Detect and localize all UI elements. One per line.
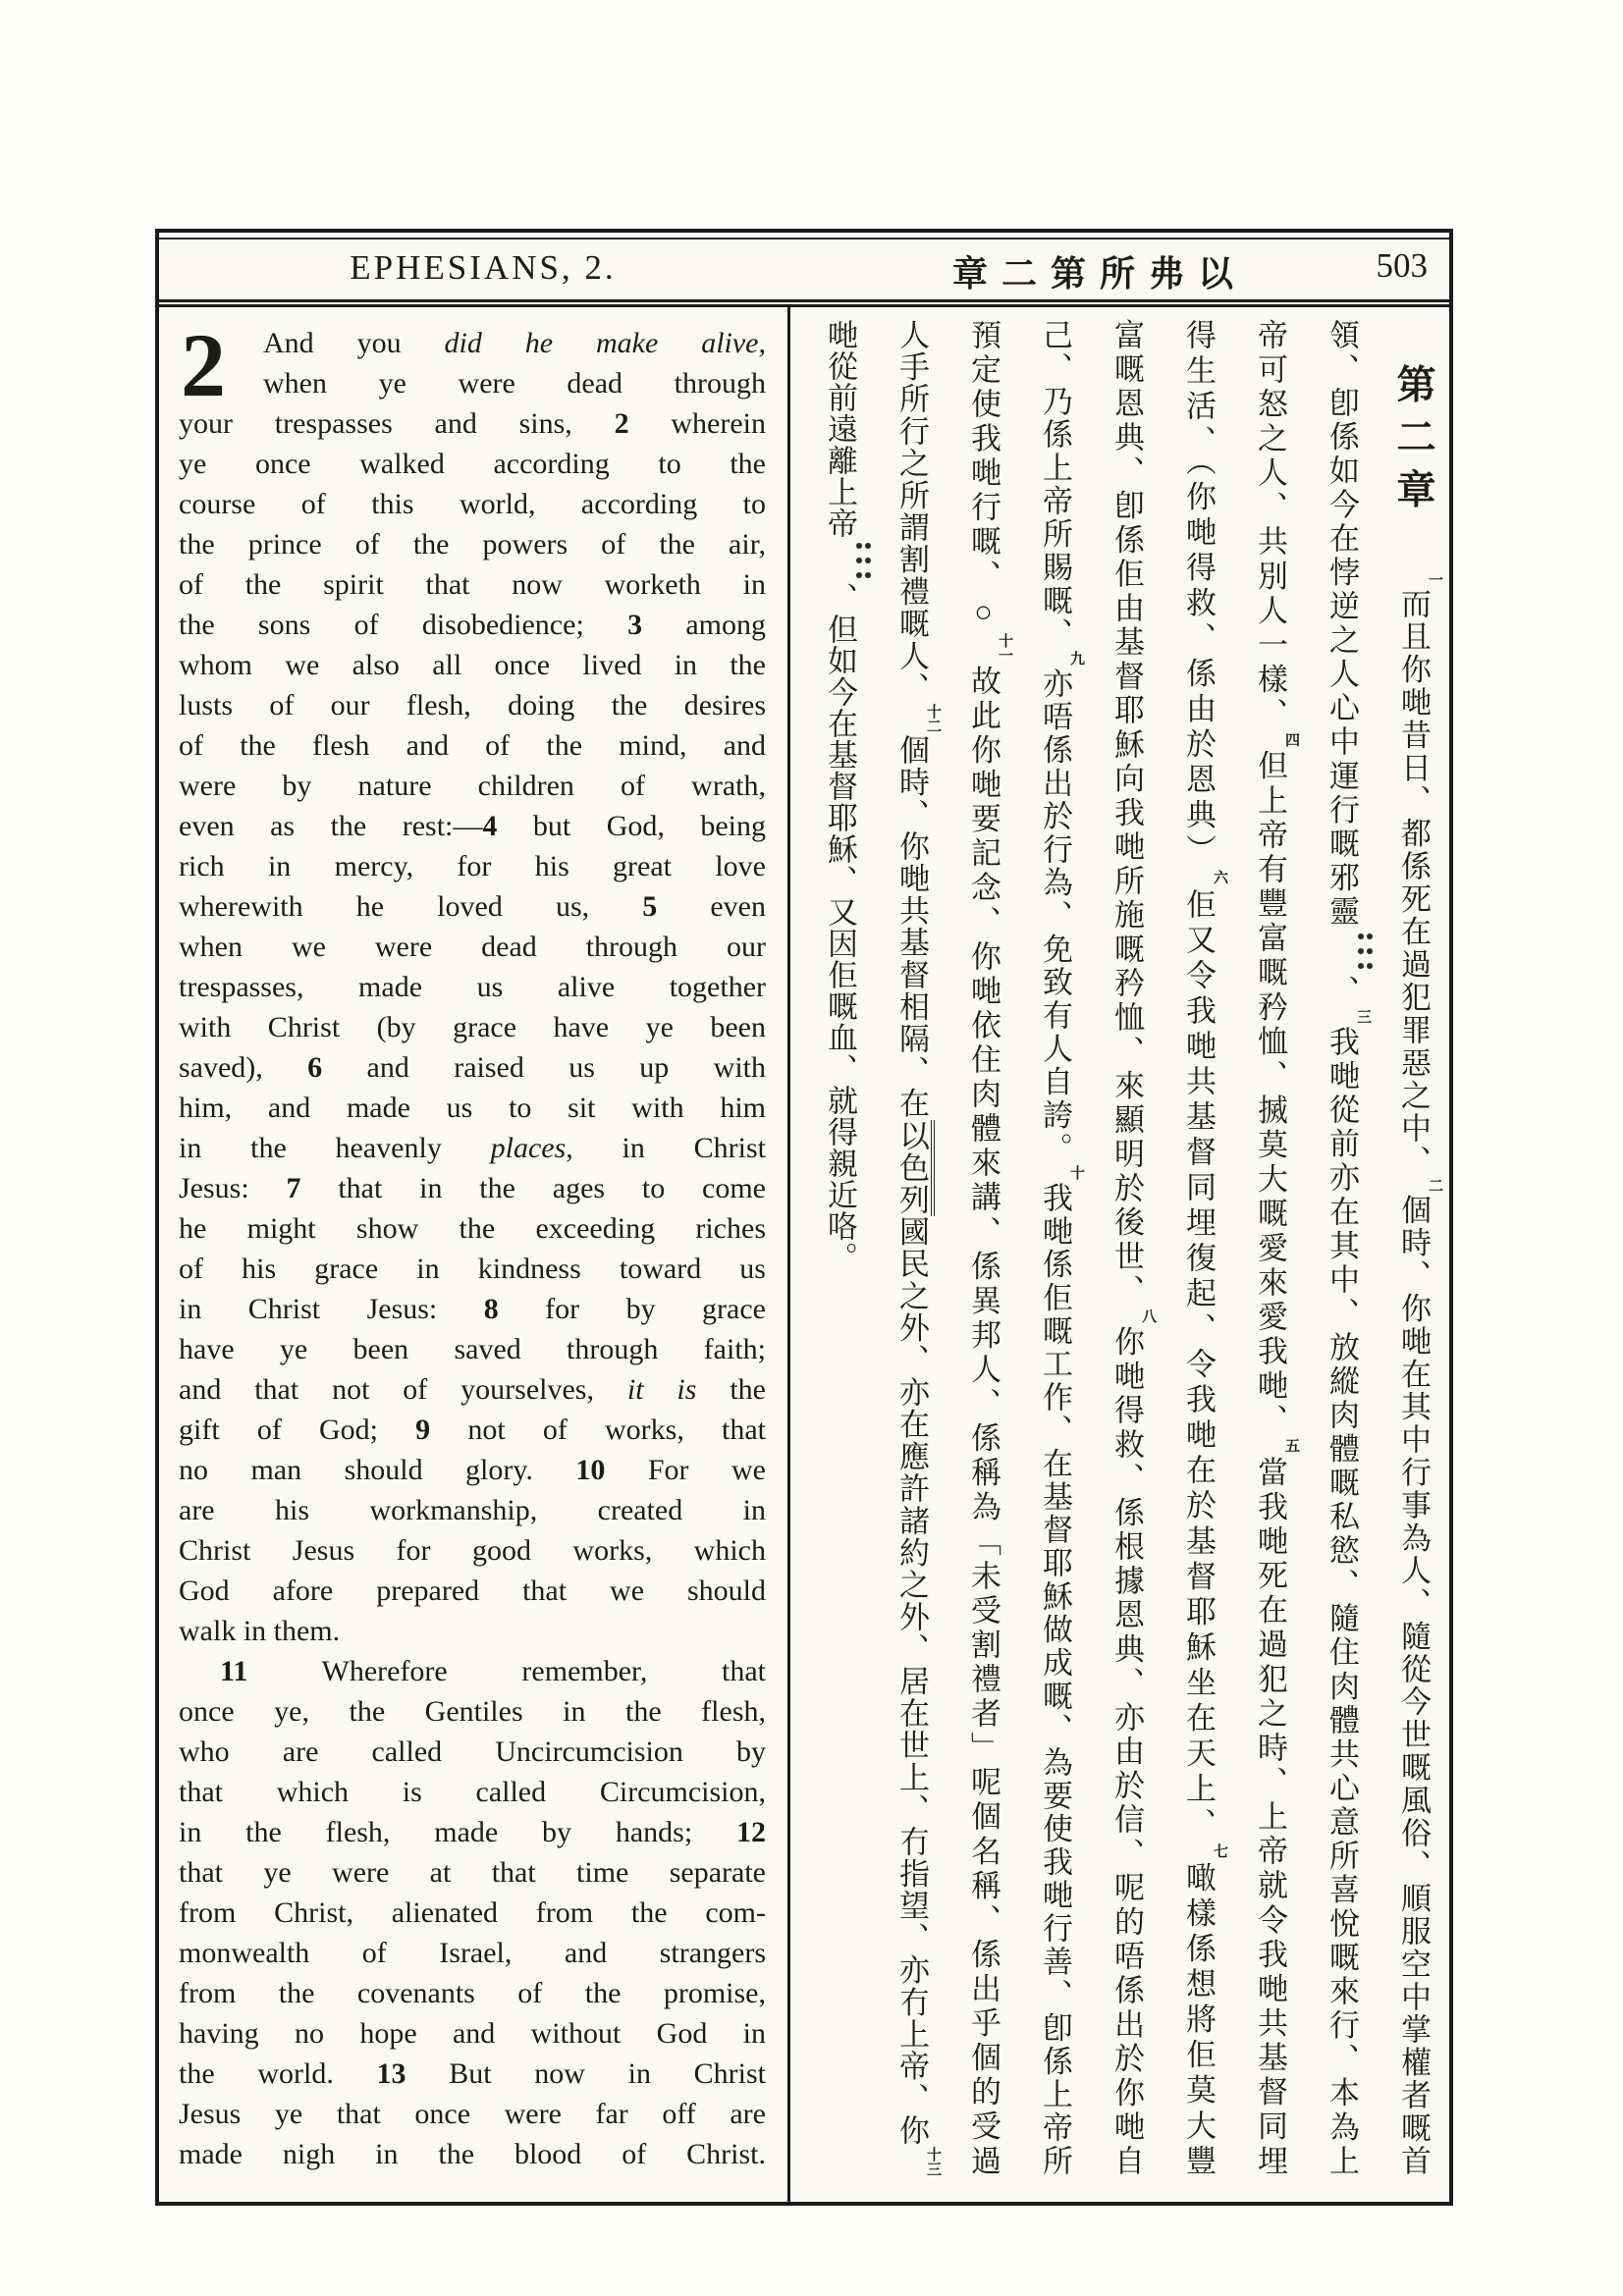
english-line [179,1691,766,1732]
english-line [179,1410,766,1450]
verse-text: your trespasses and sins, [179,407,615,440]
verse-text: Wherefore remember, that [247,1655,766,1687]
english-line [179,1852,766,1893]
verse-text: having no hope and without God in [179,2017,766,2050]
verse-text: the sons of disobedience; [179,609,628,641]
verse-text: saved), [179,1051,308,1084]
verse-text: the prince of the powers of the air, [179,528,766,561]
verse-number-marker: 七 [1212,1842,1227,1858]
verse-number-marker: 二 [1427,1178,1442,1194]
verse-text: did he make alive, [444,327,766,359]
verse-text: made nigh in the blood of Christ. [179,2138,766,2170]
verse-text: walk in them. [179,1615,341,1647]
proper-noun-text: 以色列 [894,1120,935,1216]
english-line [179,645,766,685]
verse-text: 但上帝有豐富嘅矜恤、搣莫大嘅愛來愛我哋、 [1253,746,1287,1439]
verse-text: of the flesh and of the mind, and [179,729,766,762]
verse-text: the [696,1373,766,1406]
chinese-column [1378,319,1449,2176]
verse-text: 哋從前遠離上帝 [823,319,857,539]
english-line [179,1530,766,1571]
verse-text: But now in Christ [406,2057,766,2090]
english-line [179,1007,766,1047]
verse-text: gift of God; [179,1414,416,1446]
english-line [179,1933,766,1973]
side-dots-mark [855,539,872,582]
running-head [159,233,1449,307]
english-line [179,1490,766,1530]
verse-number: 4 [482,810,498,842]
chinese-column [804,319,876,2176]
english-line [179,2094,766,2134]
english-line [179,403,766,444]
verse-text: that which is called Circumcision, [179,1776,766,1808]
verse-text: And you [263,327,445,359]
verse-text: it is [626,1373,697,1406]
verse-number: 10 [575,1454,606,1486]
verse-text: 己、乃係上帝所賜嘅、 [1038,319,1072,652]
verse-text: course of this world, according to [179,488,766,520]
english-line [179,484,766,524]
verse-number-marker: 十 [1068,1165,1084,1181]
english-line [179,1611,766,1651]
verse-number-marker: 一 [1427,571,1442,587]
verse-text: 你哋得救、係根據恩典、亦由於信、呢的唔係出於你哋自 [1109,1323,1144,2177]
heading-gap [1412,521,1414,572]
verse-text: no man should glory. [179,1454,576,1486]
verse-text: that in the ages to come [300,1172,766,1204]
english-line [179,363,766,403]
english-line [179,1088,766,1128]
verse-text: when ye were dead through [263,367,766,400]
chinese-column [876,319,947,2176]
verse-text: once ye, the Gentiles in the flesh, [179,1695,766,1728]
english-line [179,1329,766,1369]
chinese-column [1306,319,1378,2176]
verse-text: 預定使我哋行嘅、○ [966,319,1001,633]
verse-text: ye once walked according to the [179,448,766,480]
verse-text: in the flesh, made by hands; [179,1816,736,1848]
verse-number: 9 [415,1414,431,1446]
english-line [179,1128,766,1168]
verse-text: were by nature children of wrath, [179,770,766,802]
english-line [179,2054,766,2094]
verse-text: monwealth of Israel, and strangers [179,1937,766,1969]
verse-number-marker: 四 [1283,731,1299,747]
verse-text: 當我哋死在過犯之時、上帝就令我哋共基督同埋 [1253,1453,1287,2177]
verse-text: wherewith he loved us, [179,890,643,923]
verse-number: 11 [220,1655,248,1687]
verse-text: lusts of our flesh, doing the desires [179,689,766,721]
verse-number: 3 [627,609,643,641]
verse-text: among [642,609,766,641]
chinese-column [1163,319,1234,2176]
english-lines [179,315,767,2174]
page-frame [155,229,1453,2206]
verse-text: 、但如今在基督耶穌、又因佢嘅血、就得親近咯。 [823,582,857,1273]
verse-text: from the covenants of the promise, [179,1977,766,2009]
english-line [179,766,766,806]
verse-text: even as the rest:— [179,810,483,842]
english-line [179,1369,766,1410]
verse-number: 2 [614,407,629,440]
verse-text: 富嘅恩典、卽係佢由基督耶穌向我哋所施嘅矜恤、來顯明於後世、 [1109,319,1144,1309]
verse-text: 亦唔係出於行為、免致有人自誇。 [1038,666,1072,1166]
verse-text: 個時、你哋在其中行事為人、隨從今世嘅風俗、順服空中掌權者嘅首 [1396,1193,1431,2177]
side-dots-mark [1357,930,1374,973]
english-text-column [179,315,767,2174]
english-line [179,1732,766,1772]
verse-number: 5 [642,890,658,923]
verse-text: in Christ Jesus: [179,1293,484,1325]
english-line [179,2013,766,2054]
verse-number: 6 [307,1051,323,1084]
verse-text: 我哋從前亦在其中、放縱肉體嘅私慾、隨住肉體共心意所喜悅嘅來行、本為上 [1325,1023,1359,2177]
page-number: 503 [1376,246,1428,285]
verse-text: Christ Jesus for good works, which [179,1534,766,1567]
chinese-column [1091,319,1163,2176]
english-line [179,846,766,886]
verse-text: Jesus: [179,1172,287,1204]
verse-number-marker: 五 [1283,1438,1299,1454]
verse-text: trespasses, made us alive together [179,971,766,1003]
verse-text: and that not of yourselves, [179,1373,627,1406]
english-line [179,2134,766,2174]
verse-text: God afore prepared that we should [179,1575,766,1607]
english-line [179,725,766,766]
verse-text: when we were dead through our [179,931,766,963]
chinese-column [1234,319,1306,2176]
verse-text: of his grace in kindness toward us [179,1253,766,1285]
verse-text: for by grace [498,1293,766,1325]
english-line [179,1571,766,1611]
verse-text: 、 [1325,972,1359,1009]
chapter-drop-cap: 2 [181,315,226,415]
verse-text: not of works, that [430,1414,766,1446]
verse-text: who are called Uncircumcision by [179,1735,766,1768]
english-line [179,1289,766,1329]
verse-number-marker: 九 [1068,651,1084,667]
heading-top-space [1412,319,1414,362]
verse-text: 故此你哋要記念、你哋依住肉體來講、係異邦人、係稱為「未受割禮者」呢個名稱、係出乎個的受過 [966,662,1001,2177]
verse-number-marker: 十三 [925,2147,941,2177]
english-line [179,1047,766,1088]
verse-text: 我哋係佢嘅工作、在基督耶穌做成嘅、為要使我哋行善、卽係上帝所 [1038,1180,1072,2177]
english-line [179,685,766,725]
verse-number: 7 [286,1172,301,1204]
english-line [179,1893,766,1933]
english-line [179,1208,766,1249]
verse-text: but God, being [497,810,767,842]
verse-text: 噉樣係想將佢莫大豐 [1181,1857,1216,2177]
verse-text: 個時、你哋共基督相隔、在 [894,733,929,1120]
column-divider [787,307,790,2202]
verse-text: , in Christ [566,1132,766,1164]
verse-number-marker: 六 [1212,869,1227,884]
english-line [179,806,766,846]
english-line [179,927,766,967]
verse-number-marker: 三 [1355,1008,1371,1024]
english-line [179,967,766,1007]
verse-text: 帝可怒之人、共別人一樣、 [1253,319,1287,732]
verse-text: of the spirit that now worketh in [179,568,766,601]
english-line [179,1973,766,2013]
verse-text: 領、卽係如今在悖逆之人心中運行嘅邪靈 [1325,319,1359,930]
verse-text: 佢又令我哋共基督同埋復起、令我哋在於基督耶穌坐在天上、 [1181,883,1216,1843]
verse-number: 13 [376,2057,406,2090]
verse-text: whom we also all once lived in the [179,649,766,681]
verse-text: him, and made us to sit with him [179,1092,766,1124]
english-line [179,886,766,927]
chinese-column [1019,319,1091,2176]
english-line [179,564,766,605]
english-line [179,1651,766,1691]
running-head-title-english: EPHESIANS, 2. [350,248,617,287]
english-line [179,605,766,645]
verse-number-marker: 十一 [997,632,1012,663]
verse-text: the world. [179,2057,377,2090]
running-head-title-chinese: 章二第所弗以 [951,254,1247,294]
verse-text: he might show the exceeding riches [179,1212,766,1245]
verse-number: 12 [736,1816,766,1848]
english-line [179,1450,766,1490]
verse-text: that ye were at that time separate [179,1856,766,1889]
verse-text: 得生活、（你哋得救、係由於恩典） [1181,319,1216,870]
verse-text: 國民之外、亦在應許諸約之外、居在世上、冇指望、亦冇上帝、你 [894,1215,929,2148]
verse-number-marker: 十二 [925,704,941,734]
english-line [179,1168,766,1208]
verse-text: rich in mercy, for his great love [179,850,766,882]
chinese-text-column [795,319,1449,2176]
english-line [179,1812,766,1852]
verse-text: 而且你哋昔日、都係死在過犯罪惡之中、 [1396,586,1431,1179]
english-line [179,524,766,564]
chapter-heading: 第二章 [1391,362,1435,521]
chinese-column [947,319,1019,2176]
verse-text: places [490,1132,567,1164]
verse-text: wherein [628,407,766,440]
verse-text: from Christ, alienated from the com- [179,1896,766,1929]
verse-number: 8 [483,1293,499,1325]
english-line [179,1772,766,1812]
verse-text: have ye been saved through faith; [179,1333,766,1365]
verse-text: 人手所行之所謂割禮嘅人、 [894,319,929,705]
english-line [179,323,766,363]
verse-text: even [657,890,766,923]
verse-text: are his workmanship, created in [179,1494,766,1526]
verse-text: and raised us up with [322,1051,766,1084]
verse-text: Jesus ye that once were far off are [179,2098,766,2130]
verse-text: in the heavenly [179,1132,491,1164]
verse-text: For we [605,1454,766,1486]
verse-text: with Christ (by grace have ye been [179,1011,766,1043]
english-line [179,1249,766,1289]
verse-number-marker: 八 [1140,1308,1156,1324]
english-line [179,444,766,484]
